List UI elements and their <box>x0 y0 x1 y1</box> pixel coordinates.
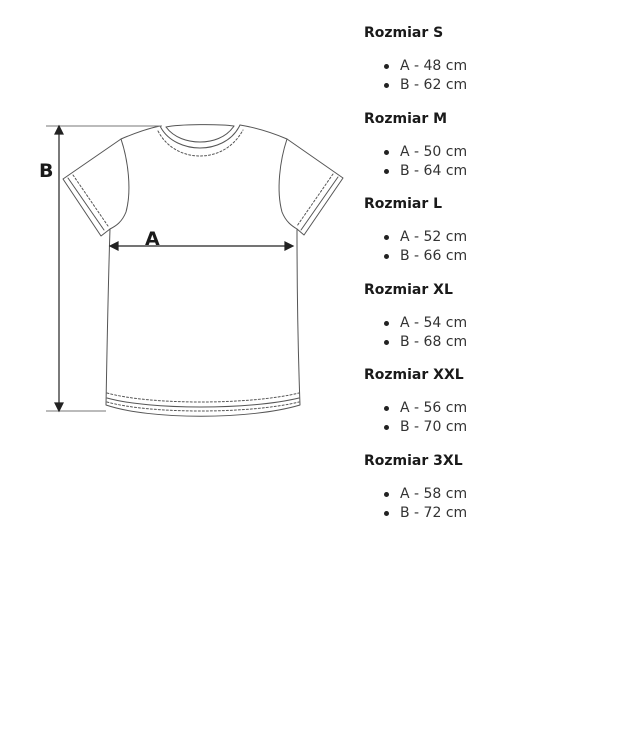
measurement-a: A - 52 cm <box>364 228 604 247</box>
measurement-list <box>364 57 604 95</box>
measurement-b: B - 62 cm <box>364 76 604 95</box>
size-block-xl <box>364 281 604 367</box>
size-block-l <box>364 195 604 281</box>
size-title: Rozmiar M <box>364 110 448 127</box>
measurement-list <box>364 143 604 181</box>
dimension-b-label: B <box>39 160 54 182</box>
measurement-list <box>364 485 604 523</box>
dimension-a-label: A <box>145 228 160 250</box>
size-title: Rozmiar L <box>364 196 443 212</box>
measurement-list <box>364 228 604 266</box>
measurement-b: B - 68 cm <box>364 333 604 352</box>
measurement-a: A - 50 cm <box>364 143 604 162</box>
tshirt-size-diagram <box>0 0 360 520</box>
measurement-list <box>364 399 604 437</box>
tshirt-outline-icon <box>0 0 360 520</box>
size-title: Rozmiar 3XL <box>364 452 463 469</box>
measurement-a: A - 56 cm <box>364 399 604 418</box>
measurement-a: A - 48 cm <box>364 57 604 76</box>
size-block-m <box>364 110 604 196</box>
size-block-3xl <box>364 452 604 538</box>
measurement-list <box>364 314 604 352</box>
size-block-xxl <box>364 366 604 452</box>
size-title: Rozmiar S <box>364 25 444 41</box>
measurement-b: B - 72 cm <box>364 504 604 523</box>
measurement-a: A - 54 cm <box>364 314 604 333</box>
measurement-b: B - 66 cm <box>364 247 604 266</box>
measurement-a: A - 58 cm <box>364 485 604 504</box>
measurement-b: B - 70 cm <box>364 418 604 437</box>
measurement-b: B - 64 cm <box>364 162 604 181</box>
size-block-s <box>364 24 604 110</box>
size-title: Rozmiar XL <box>364 281 453 298</box>
size-chart <box>364 24 604 537</box>
size-title: Rozmiar XXL <box>364 367 464 383</box>
